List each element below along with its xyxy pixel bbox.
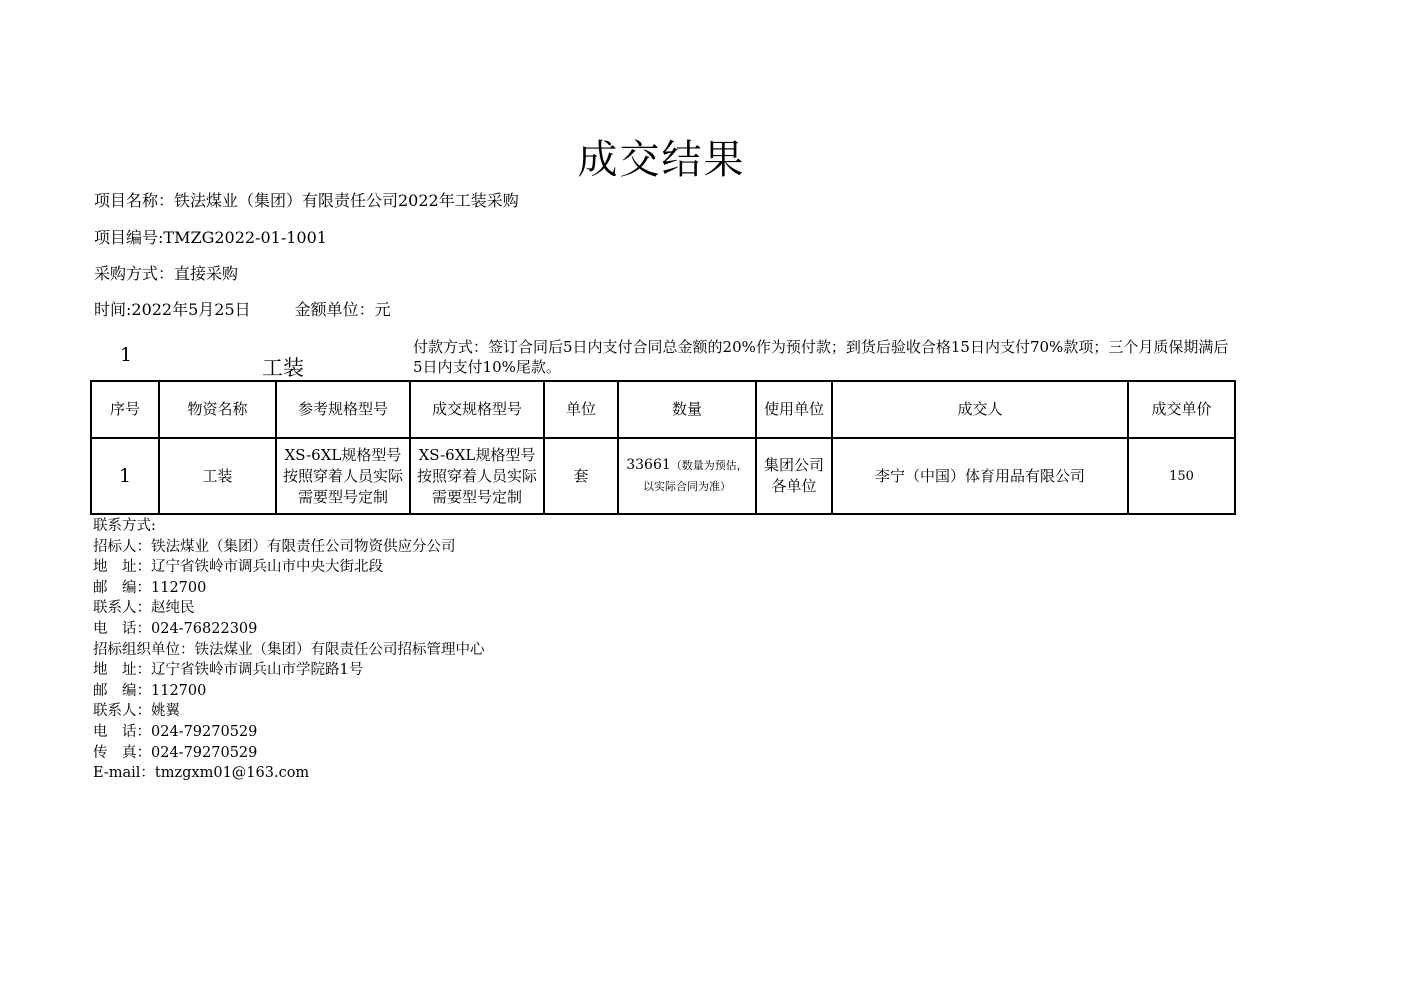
row-ref-spec: XS-6XL规格型号按照穿着人员实际需要型号定制 <box>276 438 410 514</box>
currency-unit: 金额单位：元 <box>294 300 391 319</box>
contact-email: E-mail：tmzgxm01@163.com <box>93 765 310 782</box>
contact-heading: 联系方式: <box>93 518 156 534</box>
project-name: 项目名称：铁法煤业（集团）有限责任公司2022年工装采购 <box>94 191 519 210</box>
contact-line: 邮 编：112700 <box>93 682 207 699</box>
header-user-unit: 使用单位 <box>756 381 832 438</box>
row-winner: 李宁（中国）体育用品有限公司 <box>832 438 1128 514</box>
contact-line: 电 话：024-79270529 <box>93 723 258 740</box>
group-name: 工装 <box>262 356 304 380</box>
project-code: 项目编号:TMZG2022-01-1001 <box>94 228 327 247</box>
contact-line: 联系人：赵纯民 <box>93 600 195 617</box>
quantity-note: （数量为预估，以实际合同为准） <box>643 459 748 493</box>
row-quantity <box>618 438 756 514</box>
contact-line: 地 址：辽宁省铁岭市调兵山市学院路1号 <box>93 662 364 679</box>
date-and-unit-line <box>94 297 391 320</box>
header-unit: 单位 <box>544 381 618 438</box>
header-item: 物资名称 <box>159 381 276 438</box>
contact-line: 传 真：024-79270529 <box>93 744 258 761</box>
row-price: 150 <box>1128 438 1235 514</box>
group-number: 1 <box>120 344 133 366</box>
header-quantity: 数量 <box>618 381 756 438</box>
row-item: 工装 <box>159 438 276 514</box>
row-deal-spec: XS-6XL规格型号按照穿着人员实际需要型号定制 <box>410 438 544 514</box>
quantity-value: 33661 <box>626 457 671 473</box>
header-deal-spec: 成交规格型号 <box>410 381 544 438</box>
header-index: 序号 <box>91 381 159 438</box>
row-index: 1 <box>91 438 159 514</box>
header-price: 成交单价 <box>1128 381 1235 438</box>
contact-line: 电 话：024-76822309 <box>93 620 258 637</box>
table-header-row <box>91 381 1235 438</box>
payment-terms: 付款方式：签订合同后5日内支付合同总金额的20%作为预付款；到货后验收合格15日内支付70%款项；三个月质保期满后5日内支付10%尾款。 <box>413 338 1229 376</box>
header-ref-spec: 参考规格型号 <box>276 381 410 438</box>
contact-line: 联系人：姚翼 <box>93 703 180 720</box>
contact-line: 地 址：辽宁省铁岭市调兵山市中央大街北段 <box>93 559 383 576</box>
date: 时间:2022年5月25日 <box>94 300 251 319</box>
row-unit: 套 <box>544 438 618 514</box>
contact-block <box>93 516 485 784</box>
purchase-method: 采购方式：直接采购 <box>94 264 239 283</box>
contact-line: 招标组织单位：铁法煤业（集团）有限责任公司招标管理中心 <box>93 641 485 658</box>
table-row <box>91 438 1235 514</box>
header-winner: 成交人 <box>832 381 1128 438</box>
row-user-unit: 集团公司各单位 <box>756 438 832 514</box>
contact-line: 邮 编：112700 <box>93 579 207 596</box>
contact-line: 招标人：铁法煤业（集团）有限责任公司物资供应分公司 <box>93 538 456 555</box>
page-title: 成交结果 <box>577 137 746 183</box>
results-table <box>90 380 1236 515</box>
